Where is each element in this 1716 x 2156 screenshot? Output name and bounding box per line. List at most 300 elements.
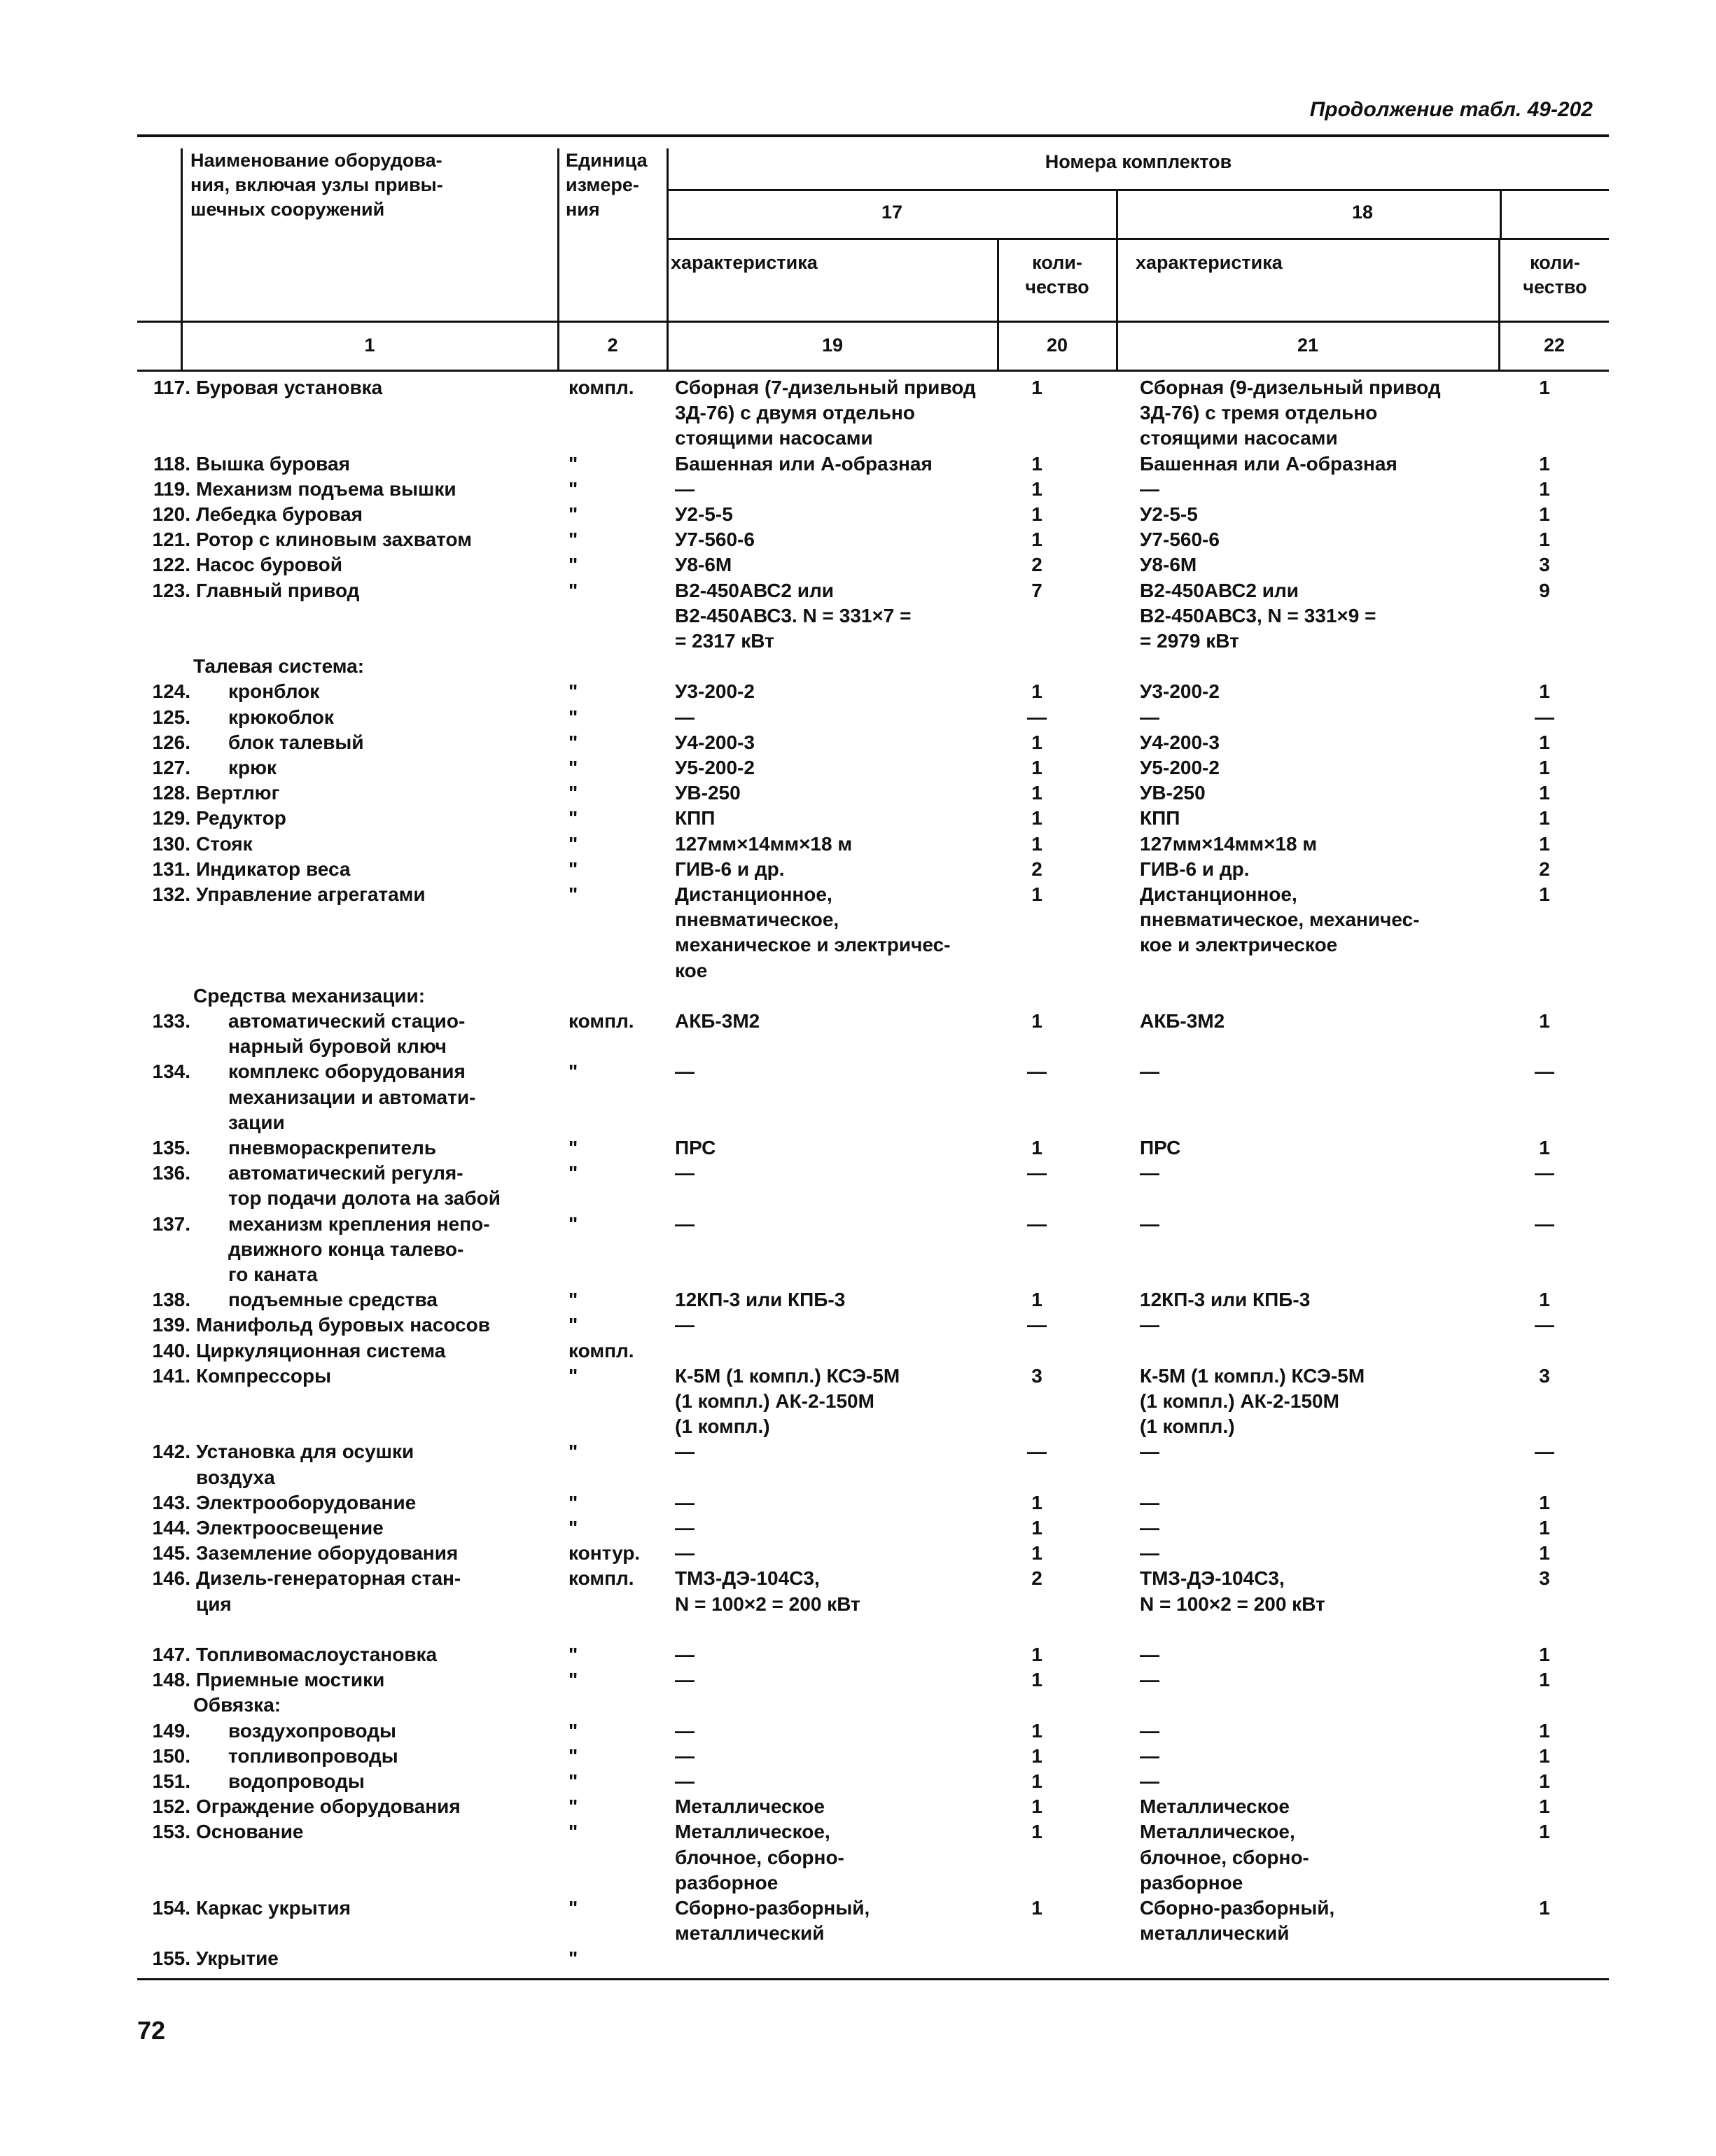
- set18-quantity: 1: [1539, 1669, 1550, 1691]
- item-unit: ": [568, 1162, 578, 1184]
- set18-characteristic: ТМЗ-ДЭ-104С3, N = 100×2 = 200 кВт: [1140, 1567, 1325, 1615]
- set17-quantity: —: [1027, 1314, 1047, 1336]
- set18-characteristic: УВ-250: [1140, 782, 1206, 804]
- item-number: 132.: [152, 883, 190, 906]
- item-unit: ": [568, 503, 578, 525]
- set18-quantity: 1: [1539, 832, 1550, 855]
- table-row: [137, 1642, 1609, 1667]
- item-number: 144.: [152, 1517, 190, 1539]
- item-unit: компл.: [568, 1010, 634, 1032]
- item-unit: ": [568, 1719, 578, 1742]
- set17-characteristic: Башенная или А-образная: [675, 452, 933, 475]
- table-row: [137, 1769, 1609, 1794]
- item-name: Циркуляционная система: [196, 1339, 446, 1362]
- table-row: [137, 552, 1609, 578]
- table-row: [137, 1312, 1609, 1338]
- set17-quantity: 1: [1031, 1770, 1042, 1793]
- header-name: Наименование оборудова- ния, включая узлы привы- шечных сооружений: [190, 150, 443, 220]
- set18-quantity: 3: [1539, 554, 1550, 576]
- header-characteristic-17: характеристика: [671, 252, 818, 273]
- set18-characteristic: АКБ-3М2: [1140, 1010, 1225, 1032]
- item-name: подъемные средства: [228, 1289, 438, 1311]
- set18-quantity: —: [1535, 1060, 1554, 1083]
- set17-characteristic: —: [675, 477, 695, 500]
- item-unit: ": [568, 1517, 578, 1539]
- item-name: Ограждение оборудования: [196, 1795, 461, 1818]
- set18-quantity: —: [1535, 1441, 1554, 1463]
- set17-quantity: 1: [1031, 1137, 1042, 1159]
- set17-quantity: 1: [1031, 1289, 1042, 1311]
- set17-quantity: —: [1027, 706, 1047, 728]
- set18-characteristic: —: [1140, 1744, 1159, 1767]
- set18-quantity: 1: [1539, 477, 1550, 500]
- set18-characteristic: —: [1140, 1542, 1159, 1564]
- set17-characteristic: —: [675, 706, 695, 728]
- item-number: 118.: [153, 452, 190, 475]
- table-row: [137, 1794, 1609, 1819]
- item-unit: ": [568, 1947, 578, 1970]
- set18-characteristic: Башенная или А-образная: [1140, 452, 1397, 475]
- item-unit: ": [568, 731, 578, 753]
- item-unit: ": [568, 1289, 578, 1311]
- set17-characteristic: —: [675, 1770, 695, 1793]
- item-name: Компрессоры: [196, 1364, 332, 1387]
- item-name: блок талевый: [228, 731, 364, 753]
- header-divider-subcols: [668, 238, 1609, 240]
- item-number: 147.: [152, 1644, 190, 1666]
- item-unit: ": [568, 1821, 578, 1843]
- set18-quantity: 1: [1539, 1517, 1550, 1539]
- set17-characteristic: —: [675, 1517, 695, 1539]
- table-row: [137, 679, 1609, 704]
- set17-quantity: 2: [1031, 554, 1042, 576]
- set17-quantity: 1: [1031, 1517, 1042, 1539]
- set18-characteristic: —: [1140, 1441, 1159, 1463]
- set17-characteristic: АКБ-3М2: [675, 1010, 760, 1032]
- table-row: [137, 1896, 1609, 1946]
- item-name: Лебедка буровая: [196, 503, 363, 525]
- set17-quantity: 1: [1031, 528, 1042, 551]
- header-quantity-18: коли- чество: [1523, 252, 1587, 298]
- set17-quantity: 3: [1031, 1364, 1042, 1387]
- set18-characteristic: 12КП-3 или КПБ-3: [1140, 1289, 1311, 1311]
- header-sets-title: Номера комплектов: [1045, 151, 1232, 172]
- set18-quantity: 1: [1539, 1821, 1550, 1843]
- header-divider-sets: [668, 189, 1609, 191]
- item-name: комплекс оборудования механизации и автомати- зации: [228, 1060, 476, 1133]
- table-row: [137, 1135, 1609, 1161]
- set18-quantity: 1: [1539, 883, 1550, 906]
- item-unit: ": [568, 579, 578, 601]
- item-number: 145.: [152, 1542, 190, 1564]
- item-unit: ": [568, 1314, 578, 1336]
- set17-characteristic: У2-5-5: [675, 503, 733, 525]
- set17-quantity: 1: [1031, 883, 1042, 906]
- set17-characteristic: —: [675, 1162, 695, 1184]
- item-name: крюкоблок: [228, 706, 334, 728]
- set17-quantity: —: [1027, 1441, 1047, 1463]
- set18-characteristic: Дистанционное, пневматическое, механичес- кое и электрическое: [1140, 883, 1420, 956]
- set18-characteristic: —: [1140, 1669, 1159, 1691]
- set17-quantity: 1: [1031, 1542, 1042, 1564]
- table-row: [137, 375, 1609, 451]
- item-number: 128.: [152, 782, 190, 804]
- item-name: Механизм подъема вышки: [196, 477, 456, 500]
- table-row: [137, 1490, 1609, 1516]
- set18-characteristic: У3-200-2: [1140, 680, 1220, 703]
- item-unit: ": [568, 883, 578, 906]
- set17-quantity: 1: [1031, 1010, 1042, 1032]
- set18-quantity: —: [1535, 1314, 1554, 1336]
- set18-characteristic: Сборно-разборный, металлический: [1140, 1897, 1335, 1945]
- item-number: 151.: [152, 1770, 190, 1793]
- set17-quantity: 1: [1031, 503, 1042, 525]
- table-row: [137, 1059, 1609, 1135]
- table-row: [137, 477, 1609, 502]
- item-unit: ": [568, 832, 578, 855]
- item-unit: ": [568, 706, 578, 728]
- set17-quantity: 7: [1031, 579, 1042, 601]
- item-number: 122.: [152, 554, 190, 576]
- set17-characteristic: 127мм×14мм×18 м: [675, 832, 853, 855]
- column-number: 20: [1046, 335, 1068, 356]
- set17-quantity: 1: [1031, 452, 1042, 475]
- set17-characteristic: —: [675, 1669, 695, 1691]
- set17-quantity: 1: [1031, 1744, 1042, 1767]
- item-number: 153.: [152, 1821, 190, 1843]
- item-number: 127.: [152, 757, 190, 778]
- set18-quantity: 1: [1539, 1137, 1550, 1159]
- set17-characteristic: Дистанционное, пневматическое, механическое и электричес- кое: [675, 883, 951, 981]
- item-name: Электроосвещение: [196, 1517, 384, 1539]
- column-number: 2: [607, 335, 618, 356]
- item-name: Индикатор веса: [196, 858, 351, 880]
- set18-quantity: 1: [1539, 1010, 1550, 1032]
- set17-quantity: —: [1027, 1212, 1047, 1235]
- item-unit: ": [568, 1137, 578, 1159]
- item-number: 138.: [152, 1289, 190, 1311]
- table-row: [137, 1744, 1609, 1769]
- table-row: [137, 502, 1609, 527]
- item-number: 140.: [152, 1339, 190, 1362]
- table-row: [137, 1667, 1609, 1693]
- page-number: 72: [137, 2016, 166, 2045]
- section-heading: Талевая система:: [193, 655, 365, 678]
- item-name: пневмораскрепитель: [228, 1137, 437, 1159]
- item-unit: ": [568, 1770, 578, 1793]
- set18-quantity: 1: [1539, 1795, 1550, 1818]
- set17-characteristic: У8-6М: [675, 554, 732, 576]
- table-row: [137, 527, 1609, 552]
- table-top-rule: [137, 134, 1609, 137]
- item-name: Приемные мостики: [196, 1669, 385, 1691]
- item-unit: ": [568, 528, 578, 551]
- set18-characteristic: ГИВ-6 и др.: [1140, 858, 1250, 880]
- item-name: Главный привод: [196, 579, 360, 601]
- set17-quantity: 1: [1031, 1897, 1042, 1919]
- item-unit: ": [568, 1364, 578, 1387]
- item-unit: ": [568, 1795, 578, 1818]
- item-unit: контур.: [568, 1542, 641, 1564]
- set17-quantity: 1: [1031, 477, 1042, 500]
- item-name: Установка для осушки воздуха: [196, 1441, 414, 1488]
- table-row: [137, 730, 1609, 755]
- colnum-bottom-rule: [137, 370, 1609, 372]
- table-bottom-rule: [137, 1978, 1609, 1980]
- item-number: 150.: [152, 1744, 190, 1767]
- item-name: Основание: [196, 1821, 304, 1843]
- item-number: 125.: [152, 706, 190, 728]
- set18-quantity: 1: [1539, 1744, 1550, 1767]
- item-name: автоматический стацио- нарный буровой ключ: [228, 1010, 466, 1058]
- item-unit: ": [568, 554, 578, 576]
- item-unit: ": [568, 782, 578, 804]
- set17-characteristic: Сборно-разборный, металлический: [675, 1897, 870, 1945]
- set17-characteristic: ТМЗ-ДЭ-104С3, N = 100×2 = 200 кВт: [675, 1567, 860, 1615]
- table-row: [137, 1161, 1609, 1211]
- table-row: [137, 578, 1609, 654]
- set18-characteristic: —: [1140, 1770, 1159, 1793]
- set18-characteristic: ПРС: [1140, 1137, 1181, 1159]
- item-name: Манифольд буровых насосов: [196, 1314, 490, 1336]
- set17-characteristic: —: [675, 1719, 695, 1742]
- item-name: Ротор с клиновым захватом: [196, 528, 472, 551]
- column-number: 1: [364, 335, 375, 356]
- set17-characteristic: ГИВ-6 и др.: [675, 858, 785, 880]
- set18-quantity: 3: [1539, 1364, 1550, 1387]
- set18-characteristic: В2-450АВС2 или В2-450АВС3, N = 331×9 = = 2979 кВт: [1140, 579, 1376, 652]
- item-name: Стояк: [196, 832, 253, 855]
- set17-quantity: 2: [1031, 858, 1042, 880]
- set18-quantity: 1: [1539, 1491, 1550, 1513]
- set17-characteristic: УВ-250: [675, 782, 741, 804]
- set18-quantity: —: [1535, 706, 1554, 728]
- item-name: Топливомаслоустановка: [196, 1644, 438, 1666]
- set18-quantity: 1: [1539, 807, 1550, 830]
- set18-characteristic: КПП: [1140, 807, 1180, 830]
- set17-characteristic: —: [675, 1744, 695, 1767]
- item-unit: ": [568, 1441, 578, 1463]
- set18-characteristic: У5-200-2: [1140, 757, 1220, 778]
- set17-quantity: 1: [1031, 1821, 1042, 1843]
- set17-characteristic: —: [675, 1491, 695, 1513]
- table-row: [137, 832, 1609, 857]
- set17-characteristic: У5-200-2: [675, 757, 755, 778]
- column-number: 21: [1297, 335, 1319, 356]
- set18-quantity: 1: [1539, 757, 1550, 778]
- set17-quantity: 1: [1031, 832, 1042, 855]
- item-name: воздухопроводы: [228, 1719, 396, 1742]
- item-number: 143.: [152, 1491, 190, 1513]
- item-unit: ": [568, 757, 578, 778]
- item-number: 142.: [152, 1441, 190, 1463]
- table-row: [137, 705, 1609, 730]
- item-unit: ": [568, 1212, 578, 1235]
- set17-characteristic: 12КП-3 или КПБ-3: [675, 1289, 846, 1311]
- item-number: 123.: [152, 579, 190, 601]
- item-number: 131.: [152, 858, 190, 880]
- item-number: 126.: [152, 731, 190, 753]
- set18-characteristic: —: [1140, 1644, 1159, 1666]
- set18-quantity: 1: [1539, 1770, 1550, 1793]
- item-number: 117.: [153, 377, 190, 398]
- table-body: [137, 375, 1609, 1972]
- item-name: водопроводы: [228, 1770, 365, 1793]
- item-unit: компл.: [568, 1567, 634, 1590]
- table-row: [137, 755, 1609, 780]
- set18-quantity: 1: [1539, 452, 1550, 475]
- header-unit: Единица измере- ния: [566, 150, 648, 220]
- item-number: 133.: [152, 1010, 190, 1032]
- table-row: [137, 1819, 1609, 1896]
- item-name: Электрооборудование: [196, 1491, 417, 1513]
- set18-quantity: 2: [1539, 858, 1550, 880]
- set17-characteristic: —: [675, 1212, 695, 1235]
- set18-quantity: 1: [1539, 1289, 1550, 1311]
- item-name: Каркас укрытия: [196, 1897, 351, 1919]
- table-row: [137, 806, 1609, 831]
- set17-quantity: 1: [1031, 1669, 1042, 1691]
- item-name: автоматический регуля- тор подачи долота на забой: [228, 1162, 501, 1210]
- page-header: Продолжение табл. 49-202: [1309, 98, 1593, 121]
- item-name: Вышка буровая: [196, 452, 350, 475]
- set17-quantity: 1: [1031, 1719, 1042, 1742]
- item-number: 137.: [152, 1212, 190, 1235]
- table-row: [137, 1946, 1609, 1971]
- set17-quantity: 1: [1031, 377, 1042, 398]
- set18-characteristic: —: [1140, 1060, 1159, 1083]
- set17-characteristic: У3-200-2: [675, 680, 755, 703]
- table-row: [137, 1009, 1609, 1059]
- set17-quantity: 1: [1031, 1795, 1042, 1818]
- set18-quantity: 1: [1539, 1542, 1550, 1564]
- set17-characteristic: Металлическое, блочное, сборно- разборное: [675, 1821, 844, 1893]
- item-name: топливопроводы: [228, 1744, 398, 1767]
- item-unit: компл.: [568, 1339, 634, 1362]
- item-name: Насос буровой: [196, 554, 342, 576]
- item-number: 155.: [152, 1947, 190, 1970]
- table-row: [137, 1566, 1609, 1642]
- item-number: 152.: [152, 1795, 190, 1818]
- item-name: Заземление оборудования: [196, 1542, 459, 1564]
- item-number: 129.: [152, 807, 190, 830]
- item-unit: ": [568, 1491, 578, 1513]
- table-row: [137, 882, 1609, 983]
- set18-quantity: —: [1535, 1162, 1554, 1184]
- set18-characteristic: 127мм×14мм×18 м: [1140, 832, 1318, 855]
- set17-quantity: 1: [1031, 1644, 1042, 1666]
- set17-characteristic: КПП: [675, 807, 716, 830]
- item-unit: ": [568, 1897, 578, 1919]
- item-name: кронблок: [228, 680, 320, 703]
- item-number: 119.: [153, 477, 190, 500]
- set18-characteristic: У2-5-5: [1140, 503, 1198, 525]
- set17-characteristic: —: [675, 1441, 695, 1463]
- item-name: Дизель-генераторная стан- ция: [196, 1567, 461, 1615]
- set17-quantity: 1: [1031, 731, 1042, 753]
- item-name: Управление агрегатами: [196, 883, 426, 906]
- set18-characteristic: —: [1140, 1162, 1159, 1184]
- item-name: механизм крепления непо- движного конца талево- го каната: [228, 1212, 490, 1286]
- set18-quantity: 3: [1539, 1567, 1550, 1590]
- set18-characteristic: —: [1140, 477, 1159, 500]
- set17-quantity: —: [1027, 1060, 1047, 1083]
- item-name: Редуктор: [196, 807, 286, 830]
- set17-characteristic: У7-560-6: [675, 528, 755, 551]
- item-number: 148.: [152, 1669, 190, 1691]
- header-bottom-rule: [137, 321, 1609, 323]
- section-heading: Средства механизации:: [193, 984, 426, 1007]
- set17-quantity: 1: [1031, 680, 1042, 703]
- set17-quantity: 1: [1031, 1491, 1042, 1513]
- set18-quantity: 1: [1539, 528, 1550, 551]
- item-unit: ": [568, 1669, 578, 1691]
- item-number: 141.: [152, 1364, 190, 1387]
- set17-characteristic: —: [675, 1644, 695, 1666]
- set18-characteristic: —: [1140, 1212, 1159, 1235]
- item-number: 139.: [152, 1314, 190, 1336]
- table-row: [137, 1718, 1609, 1744]
- item-name: крюк: [228, 757, 277, 778]
- table-row: [137, 857, 1609, 882]
- set18-quantity: 9: [1539, 579, 1550, 601]
- item-number: 135.: [152, 1137, 190, 1159]
- set18-quantity: 1: [1539, 1897, 1550, 1919]
- item-unit: ": [568, 1744, 578, 1767]
- set18-quantity: 1: [1539, 1644, 1550, 1666]
- item-number: 149.: [152, 1719, 190, 1742]
- item-unit: ": [568, 477, 578, 500]
- header-quantity-17: коли- чество: [1025, 252, 1089, 298]
- set18-characteristic: —: [1140, 1719, 1159, 1742]
- table-row: [137, 1516, 1609, 1541]
- set18-quantity: —: [1535, 1212, 1554, 1235]
- table-row: [137, 780, 1609, 806]
- table-row: [137, 451, 1609, 477]
- set18-quantity: 1: [1539, 1719, 1550, 1742]
- set18-quantity: 1: [1539, 731, 1550, 753]
- set18-quantity: 1: [1539, 503, 1550, 525]
- set17-characteristic: —: [675, 1314, 695, 1336]
- item-unit: ": [568, 1060, 578, 1083]
- item-unit: компл.: [568, 377, 634, 398]
- item-number: 154.: [152, 1897, 190, 1919]
- section-heading: Обвязка:: [193, 1694, 281, 1716]
- header-set-18: 18: [1351, 202, 1374, 223]
- set17-quantity: —: [1027, 1162, 1047, 1184]
- item-name: Вертлюг: [196, 782, 280, 804]
- set18-characteristic: Металлическое, блочное, сборно- разборное: [1140, 1821, 1309, 1893]
- column-number: 19: [821, 335, 844, 356]
- set17-quantity: 1: [1031, 807, 1042, 830]
- set18-characteristic: —: [1140, 1314, 1159, 1336]
- item-unit: ": [568, 858, 578, 880]
- set18-quantity: 1: [1539, 782, 1550, 804]
- item-name: Буровая установка: [196, 377, 383, 398]
- set17-quantity: 2: [1031, 1567, 1042, 1590]
- table-row: [137, 1212, 1609, 1288]
- set17-characteristic: К-5М (1 компл.) КСЭ-5М (1 компл.) АК-2-150М (1 компл.): [675, 1364, 900, 1438]
- set18-characteristic: У8-6М: [1140, 554, 1197, 576]
- set18-characteristic: К-5М (1 компл.) КСЭ-5М (1 компл.) АК-2-150М (1 компл.): [1140, 1364, 1365, 1438]
- set17-quantity: 1: [1031, 782, 1042, 804]
- table-row: [137, 1287, 1609, 1312]
- item-unit: ": [568, 680, 578, 703]
- set18-characteristic: —: [1140, 706, 1159, 728]
- item-name: Укрытие: [196, 1947, 279, 1970]
- set17-characteristic: В2-450АВС2 или В2-450АВС3. N = 331×7 = = 2317 кВт: [675, 579, 912, 652]
- column-number: 22: [1543, 335, 1565, 356]
